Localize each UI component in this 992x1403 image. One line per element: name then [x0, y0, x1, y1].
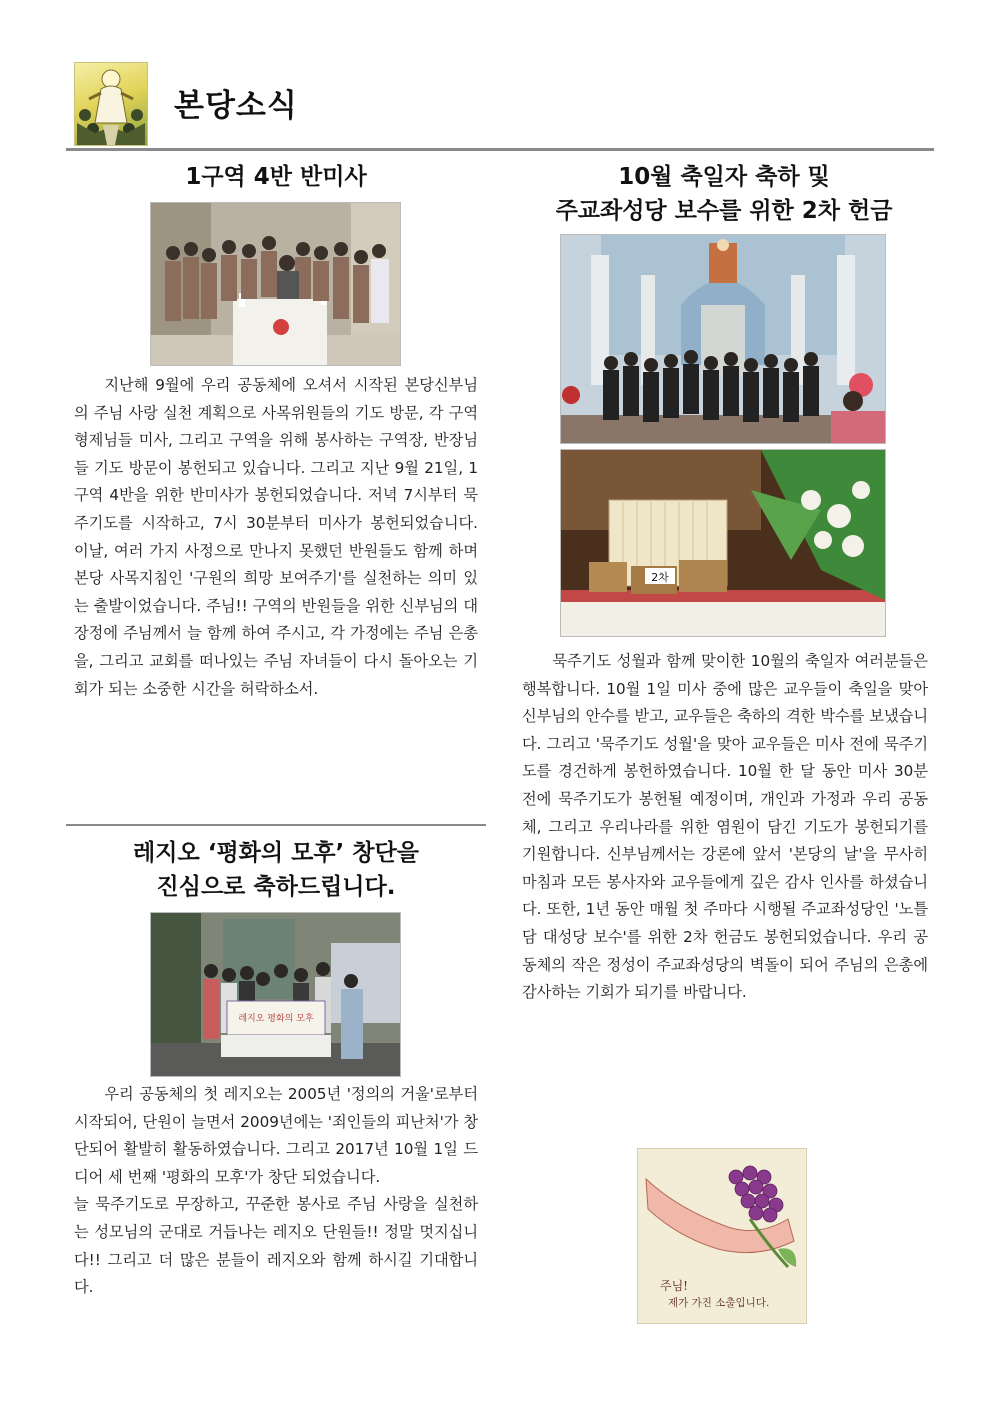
- section-title-feast: [514, 160, 934, 228]
- grapes-offering-illustration: [637, 1148, 807, 1324]
- grapes-hand-icon: [638, 1149, 806, 1277]
- cathedral-group-photo: [560, 234, 886, 444]
- mass-group-photo: [150, 202, 401, 366]
- section1-body: [74, 372, 478, 703]
- section-title-legio-line2: 진심으로 축하드립니다.: [156, 874, 396, 900]
- jesus-figure-icon: [75, 63, 147, 145]
- section3-paragraph: 묵주기도 성월과 함께 맞이한 10월의 축일자 여러분들은 행복합니다. 10월 1일 미사 중에 많은 교우들이 축일을 맞아 신부님의 안수를 받고, 교우들은 축하의 격한 박수를 보냈습니다. 그리고 '묵주기도 성월'을 맞아 교우들은 미사 전에 묵주기도를 경건하게 봉헌하였습니다. 10월 한 달 동안 미사 30분 전에 묵주기도가 봉헌될 예정이며, 개인과 가정과 우리 공동체, 그리고 우리나라를 위한 염원이 담긴 기도가 봉헌되기를 기원합니다. 신부님께서는 강론에 앞서 '본당의 날'을 무사히 마침과 모든 봉사자와 교우들에게 깊은 감사 인사를 하셨습니다. 또한, 1년 동안 매월 첫 주마다 시행될 주교좌성당인 '노틀담 대성당 보수'를 위한 2차 헌금도 봉헌되었습니다. 우리 공동체의 작은 정성이 주교좌성당의 벽돌이 되어 주님의 은총에 감사하는 기회가 되기를 바랍니다.: [522, 652, 928, 1002]
- section-title-feast-line2: 주교좌성당 보수를 위한 2차 헌금: [555, 198, 893, 224]
- section3-body: [522, 648, 928, 1007]
- section-title-mass: 1구역 4반 반미사: [185, 164, 367, 190]
- section2-paragraph-2: 늘 묵주기도로 무장하고, 꾸준한 봉사로 주님 사랑을 실천하는 성모님의 군대로 거듭나는 레지오 단원들!! 정말 멋지십니다!! 그리고 더 많은 분들이 레지오와 함께 하시길 기대합니다.: [74, 1195, 478, 1297]
- illustration-caption-line2: 제가 가진 소출입니다.: [668, 1297, 770, 1309]
- section-title-legio-line1: 레지오 ‘평화의 모후’ 창단을: [133, 840, 419, 866]
- section1-paragraph: 지난해 9월에 우리 공동체에 오셔서 시작된 본당신부님의 주님 사랑 실천 계획으로 사목위원들의 기도 방문, 각 구역 형제님들 미사, 그리고 구역을 위해 봉사하는 구역장, 반장님들 기도 방문이 봉헌되고 있습니다. 그리고 지난 9월 21일, 1구역 4반을 위한 반미사가 봉헌되었습니다. 저녁 7시부터 묵주기도를 시작하고, 7시 30분부터 미사가 봉헌되었습니다. 이날, 여러 가지 사정으로 만나지 못했던 반원들도 함께 하며 본당 사목지침인 '구원의 희망 보여주기'를 실천하는 의미 있는 출발이었습니다. 주님!! 구역의 반원들을 위한 신부님의 대장정에 주님께서 늘 함께 하여 주시고, 각 가정에는 주님 은총을, 그리고 교회를 떠나있는 주님 자녀들이 다시 돌아오는 기회가 되는 소중한 시간을 허락하소서.: [74, 376, 478, 698]
- parish-logo: [74, 62, 148, 146]
- offering-baskets-photo: [560, 449, 886, 637]
- legio-banner-text: 레지오 평화의 모후: [238, 1014, 314, 1024]
- header-divider: [66, 148, 934, 151]
- section-title-legio: [66, 836, 486, 904]
- page-title: 본당소식: [174, 88, 298, 124]
- section-divider: [66, 824, 486, 826]
- basket-label: 2차: [651, 571, 669, 584]
- section2-body: [74, 1081, 478, 1302]
- illustration-caption-line1: 주님!: [660, 1279, 689, 1293]
- section2-paragraph-1: 우리 공동체의 첫 레지오는 2005년 '정의의 거울'로부터 시작되어, 단원이 늘면서 2009년에는 '죄인들의 피난처'가 창단되어 활발히 활동하였습니다. 그리고 2017년 10월 1일 드디어 세 번째 '평화의 모후'가 창단 되었습니다.: [74, 1085, 478, 1186]
- section-title-feast-line1: 10월 축일자 축하 및: [618, 164, 830, 190]
- legio-group-photo: [150, 912, 401, 1077]
